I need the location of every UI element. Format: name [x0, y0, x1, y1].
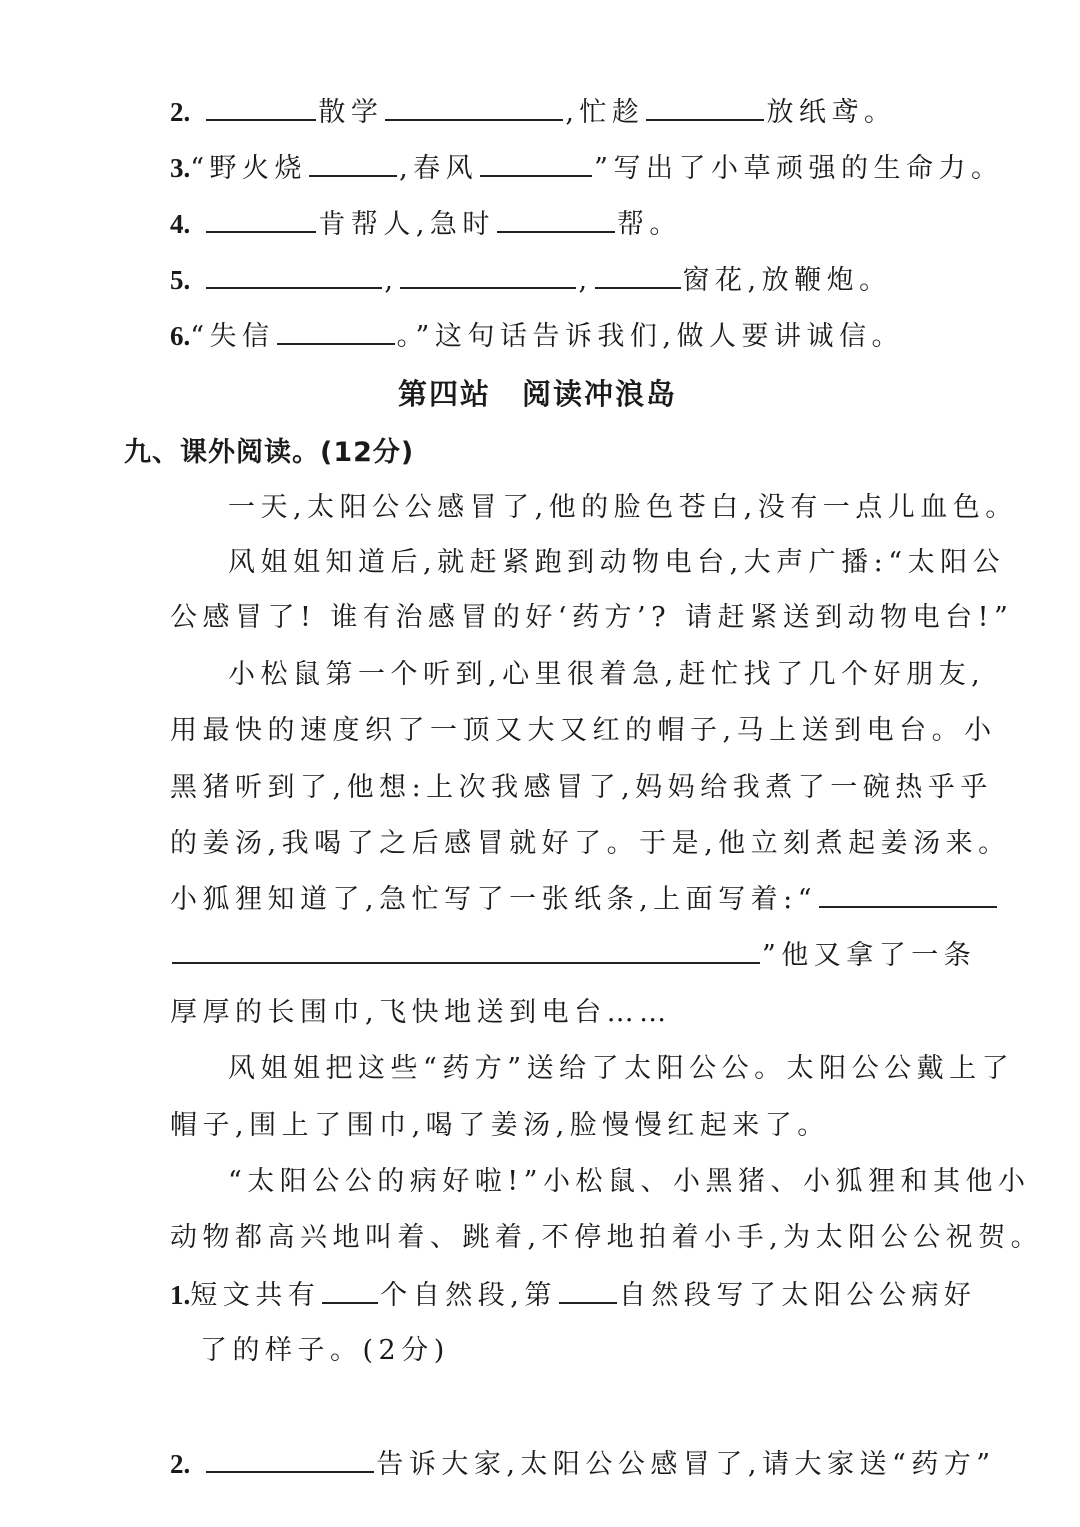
answer-blank[interactable]	[385, 97, 563, 121]
question-number: 2.	[170, 97, 191, 127]
station-title: 第四站 阅读冲浪岛	[398, 377, 678, 411]
passage-line: 帽子,围上了围巾,喝了姜汤,脸慢慢红起来了。	[170, 1110, 830, 1141]
answer-blank[interactable]	[497, 209, 615, 233]
question-1: 1.短文共有 个自然段,第 自然段写了太阳公公病好	[170, 1280, 977, 1311]
passage-line: 用最快的速度织了一顶又大又红的帽子,马上送到电台。小	[170, 715, 997, 746]
answer-blank[interactable]	[322, 1280, 378, 1304]
passage-line: 风姐姐知道后,就赶紧跑到动物电台,大声广播:“太阳公	[228, 547, 1006, 578]
passage-line: 风姐姐把这些“药方”送给了太阳公公。太阳公公戴上了	[228, 1053, 1015, 1084]
question-number: 2.	[170, 1449, 191, 1479]
passage-line: 的姜汤,我喝了之后感冒就好了。于是,他立刻煮起姜汤来。	[170, 828, 1011, 859]
question-2: 2. 告诉大家,太阳公公感冒了,请大家送“药方”	[170, 1449, 996, 1480]
answer-blank[interactable]	[559, 1280, 617, 1304]
answer-blank[interactable]	[309, 153, 397, 177]
passage-line: 一天,太阳公公感冒了,他的脸色苍白,没有一点儿血色。	[228, 492, 1018, 523]
answer-blank[interactable]	[400, 265, 576, 289]
question-number: 3.	[170, 153, 191, 183]
answer-blank[interactable]	[595, 265, 681, 289]
section-nine-title: 九、课外阅读。(12分)	[124, 437, 415, 468]
question-number: 4.	[170, 209, 191, 239]
fill-blank-q4: 4. 肯帮人,急时 帮。	[170, 209, 682, 240]
passage-line: 公感冒了! 谁有治感冒的好‘药方’? 请赶紧送到动物电台!”	[170, 602, 1014, 633]
answer-blank[interactable]	[206, 1449, 374, 1473]
fill-blank-q2: 2. 散学 ,忙趁 放纸鸢。	[170, 97, 897, 128]
answer-blank[interactable]	[206, 97, 316, 121]
passage-line: “太阳公公的病好啦!”小松鼠、小黑猪、小狐狸和其他小	[228, 1166, 1031, 1197]
answer-blank[interactable]	[206, 209, 316, 233]
answer-blank[interactable]	[480, 153, 592, 177]
question-number: 6.	[170, 321, 191, 351]
fill-blank-q6: 6.“失信 。”这句话告诉我们,做人要讲诚信。	[170, 321, 904, 352]
answer-blank[interactable]	[206, 265, 382, 289]
fill-blank-q5: 5. , , 窗花,放鞭炮。	[170, 265, 892, 296]
passage-line: ”他又拿了一条	[170, 936, 976, 976]
passage-line: 黑猪听到了,他想:上次我感冒了,妈妈给我煮了一碗热乎乎	[170, 772, 993, 803]
passage-line: 动物都高兴地叫着、跳着,不停地拍着小手,为太阳公公祝贺。	[170, 1222, 1044, 1253]
answer-blank[interactable]	[172, 940, 760, 964]
answer-blank[interactable]	[646, 97, 764, 121]
question-number: 1.	[170, 1280, 191, 1310]
passage-line: 厚厚的长围巾,飞快地送到电台……	[170, 997, 672, 1028]
answer-blank[interactable]	[819, 884, 997, 908]
passage-line: 小狐狸知道了,急忙写了一张纸条,上面写着:“	[170, 880, 999, 920]
question-number: 5.	[170, 265, 191, 295]
question-1-continued: 了的样子。(2分)	[200, 1335, 450, 1366]
answer-blank[interactable]	[277, 321, 395, 345]
fill-blank-q3: 3.“野火烧 ,春风 ”写出了小草顽强的生命力。	[170, 153, 1004, 184]
passage-line: 小松鼠第一个听到,心里很着急,赶忙找了几个好朋友,	[228, 659, 986, 690]
